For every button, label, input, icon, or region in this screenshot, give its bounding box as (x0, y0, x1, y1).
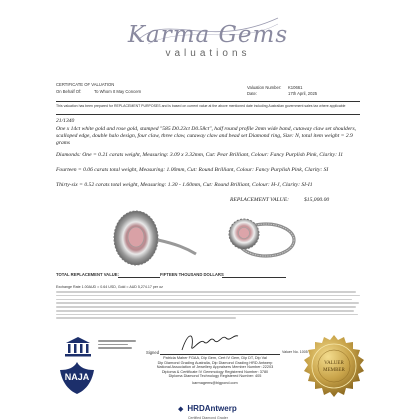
valuer-email: karmagems@bigpond.com (192, 380, 238, 385)
hrd-logo-subtitle: Certified Diamond Grader (188, 416, 228, 420)
replacement-value: $15,000.00 (304, 197, 330, 203)
qualification-line: National Association of Jewellery Appraisers Member Number: 22203 (156, 365, 274, 370)
exchange-rate: Exchange Rate 1.00AUD = 0.64 USD, Gold = AUD 5,274.17 per oz (56, 285, 163, 289)
ring-photo (96, 204, 326, 274)
association-seal-logo (62, 336, 94, 358)
brand-tagline: valuations (165, 48, 251, 59)
gold-seal-icon (302, 334, 366, 398)
naja-logo-text: NAJA (64, 372, 90, 382)
divider (56, 101, 360, 102)
stone-diamonds: Diamonds: One = 0.21 carats weight, Measuring: 3.09 x 3.32mm, Cut: Pear Brilliant, Colour: Fancy Purplish Pink, Clarity: I1 (56, 152, 344, 158)
valuer-credentials (130, 356, 300, 386)
disclaimer-paragraph (56, 291, 362, 321)
certificate-title: CERTIFICATE OF VALUATION (56, 82, 115, 87)
valuation-number: K10661 (288, 85, 303, 90)
date-label: Date: (247, 91, 258, 96)
stone-thirty-six: Thirty-six = 0.52 carats total weight, Measuring: 1.30 - 1.60mm, Cut: Round Brilliant, Colour: H-J, Clarity: SI-I1 (56, 182, 313, 188)
seal-text: MEMBER (323, 368, 345, 373)
divider (56, 114, 360, 115)
valuer-number: Valuer No. 1005 (282, 350, 308, 354)
naja-logo (56, 360, 98, 396)
hrd-logo-text: HRDAntwerp (187, 404, 237, 413)
underline (118, 277, 160, 278)
reference-number: 21/1340 (56, 118, 75, 124)
signature-line (160, 354, 280, 355)
valuation-number-label: Valuation Number: (247, 85, 282, 90)
replacement-value-label: REPLACEMENT VALUE: (230, 197, 289, 203)
on-behalf-label: On Behalf Of: (56, 89, 82, 94)
qualification-line: Dip Diamond Grading Australia, Dip Diamond Grading HRD Antwerp (157, 360, 273, 365)
total-value-label: TOTAL REPLACEMENT VALUE: (56, 272, 119, 277)
total-value-words: FIFTEEN THOUSAND DOLLARS (160, 272, 224, 277)
hrd-logo (178, 398, 237, 420)
signed-label: Signed (146, 350, 160, 355)
recipient: To Whom It May Concern (94, 89, 142, 94)
underline (222, 277, 286, 278)
brand-name: Karma Gems (127, 22, 289, 48)
item-description: One x 14ct white gold and rose gold, stamped "585 D0.23ct D0.58ct", half round profile 2mm wide band, cutaway claw set shoulders, scalloped edge, double halo design, four claw, three claw, cutaway claw and bead set Diamond ring, Size: N, total item weight = 2.9 grams (56, 126, 357, 147)
diamond-icon: ◆ (178, 406, 184, 413)
association-logo-text (98, 340, 138, 349)
stone-fourteen: Fourteen = 0.06 carats total weight, Measuring: 1.00mm, Cut: Round Brilliant, Colour: Fancy Purplish Pink, Clarity: SI (56, 167, 329, 173)
qualification-line: Diploma Diamond Technology Registered Number: 405 (168, 374, 262, 379)
valuer-name: Patricia Maher FGAA, Dip Gem, Cert IV Gem, Dip DT, Dip Val (163, 356, 267, 360)
seal-text: VALUER (324, 361, 344, 366)
valuation-date: 17th April, 2025 (288, 91, 318, 96)
qualification-line: Diploma & Certificate IV Gemmology Registered Number: 3780 (161, 369, 269, 374)
purpose-note: This valuation has been prepared for REPLACEMENT PURPOSES and is based on current value at the above mentioned date including Australian government sales tax where applicable (56, 104, 346, 108)
